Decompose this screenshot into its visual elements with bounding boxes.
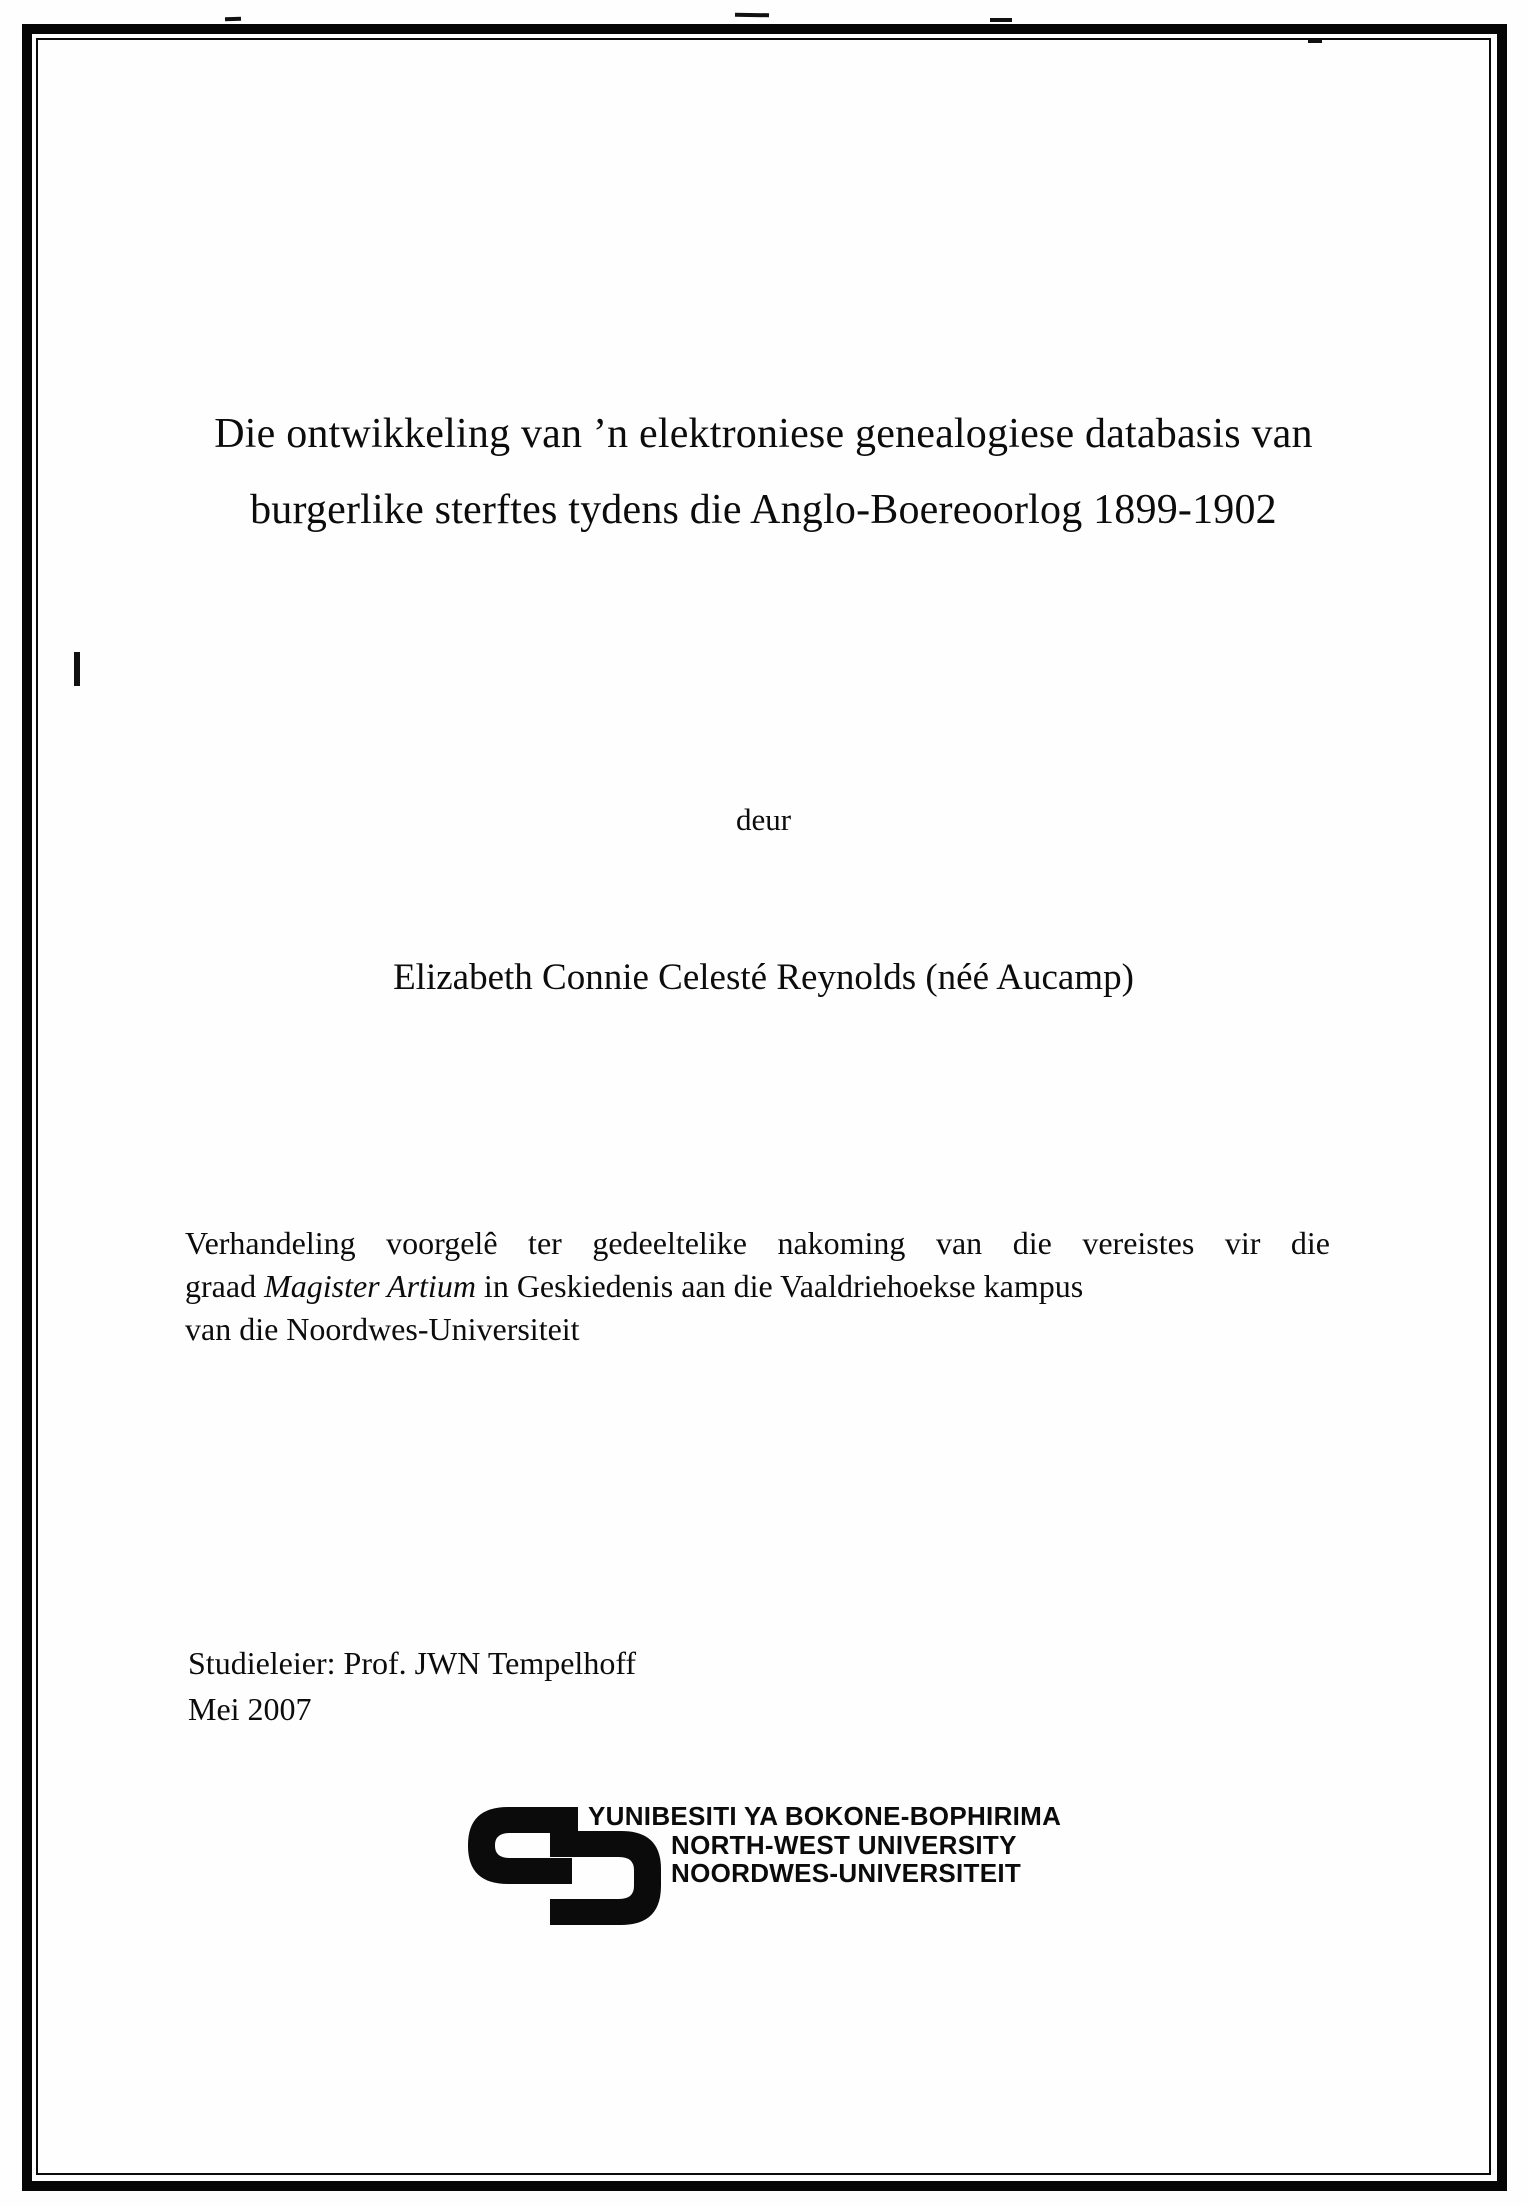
degree-statement-line2-suffix: in Geskiedenis aan die Vaaldriehoekse kampus bbox=[475, 1268, 1084, 1304]
degree-name-italic: Magister Artium bbox=[264, 1268, 476, 1304]
university-name-english: NORTH-WEST UNIVERSITY bbox=[671, 1829, 1017, 1860]
date-line: Mei 2007 bbox=[188, 1691, 312, 1727]
scan-speck bbox=[225, 17, 241, 22]
degree-statement-line2 bbox=[185, 1265, 1330, 1308]
supervisor-block bbox=[188, 1640, 636, 1732]
scan-speck bbox=[1308, 40, 1322, 43]
thesis-title bbox=[90, 396, 1437, 548]
author-name: Elizabeth Connie Celesté Reynolds (néé Aucamp) bbox=[393, 957, 1134, 998]
thesis-title-line1: Die ontwikkeling van ’n elektroniese genealogiese databasis van bbox=[214, 411, 1313, 457]
degree-statement-line2-prefix: graad bbox=[185, 1268, 265, 1304]
degree-statement-line1: Verhandeling voorgelê ter gedeeltelike nakoming van die vereistes vir die bbox=[185, 1225, 1330, 1261]
university-name-setswana: YUNIBESITI YA BOKONE-BOPHIRIMA bbox=[588, 1801, 1062, 1831]
scan-speck bbox=[990, 18, 1012, 22]
thesis-title-line2: burgerlike sterftes tydens die Anglo-Boereoorlog 1899-1902 bbox=[250, 487, 1277, 533]
scan-speck bbox=[74, 652, 80, 686]
degree-statement bbox=[185, 1222, 1330, 1351]
degree-statement-line3: van die Noordwes-Universiteit bbox=[185, 1311, 580, 1347]
university-name-afrikaans: NOORDWES-UNIVERSITEIT bbox=[671, 1858, 1022, 1888]
university-logo-text bbox=[588, 1802, 1061, 1888]
byline-preposition: deur bbox=[735, 802, 792, 837]
supervisor-line: Studieleier: Prof. JWN Tempelhoff bbox=[188, 1645, 637, 1681]
scan-speck bbox=[735, 13, 769, 18]
